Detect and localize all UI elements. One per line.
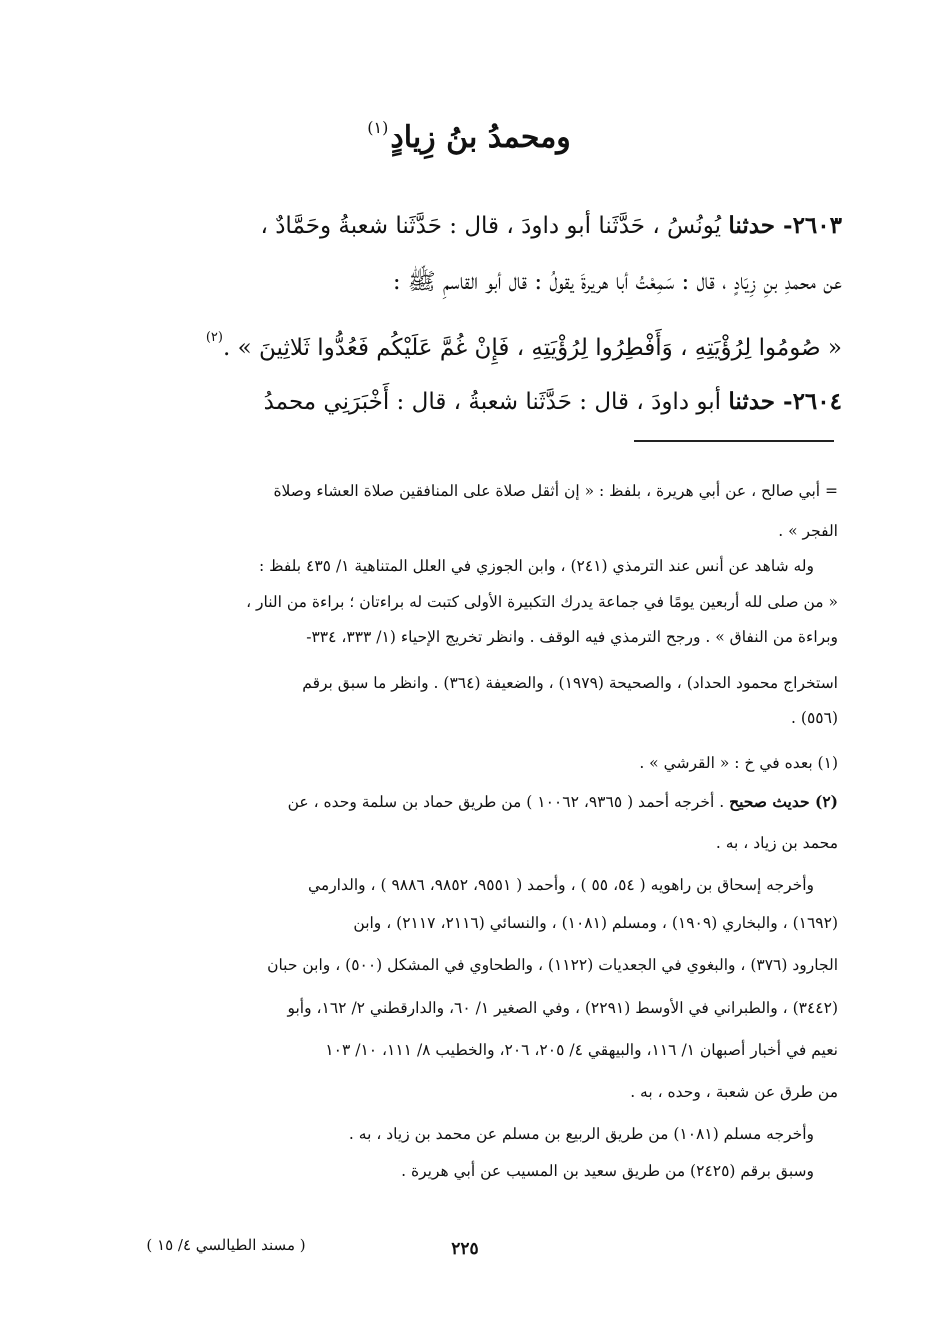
hadith-number: ٢٦٠٤- حدثنا: [728, 388, 842, 415]
footnote-2-line: محمد بن زياد ، به .: [715, 834, 838, 852]
footnote-line: وله شاهد عن أنس عند الترمذي (٢٤١) ، وابن الجوزي في العلل المتناهية ١/ ٤٣٥ بلفظ :: [258, 557, 814, 575]
chapter-title-text: ومحمدُ بنُ زِيادٍ: [390, 120, 571, 155]
footnote-line: استخراج محمود الحداد) ، والصحيحة (١٩٧٩) ، والضعيفة (٣٦٤) . وانظر ما سبق برقم: [302, 674, 838, 692]
footnote-2-line: وأخرجه إسحاق بن راهويه ( ٥٤، ٥٥ ) ، وأحمد ( ٩٥٥١، ٩٨٥٢، ٩٨٨٦ ) ، والدارمي: [307, 876, 814, 894]
footnote-2-line: نعيم في أخبار أصبهان ١/ ١١٦، والبيهقي ٤/ ٢٠٥، ٢٠٦، والخطيب ٨/ ١١١، ١٠/ ١٠٣: [325, 1041, 838, 1059]
footnote-line: = أبي صالح ، عن أبي هريرة ، بلفظ : « إن أثقل صلاة على المنافقين صلاة العشاء وصلاة: [273, 482, 838, 500]
footnote-line: الفجر » .: [778, 522, 838, 540]
footnote-2-line: الجارود (٣٧٦) ، والبغوي في الجعديات (١١٢٢) ، والطحاوي في المشكل (٥٠٠) ، وابن حبان: [267, 956, 838, 974]
footer-source: ( مسند الطيالسي ٤/ ١٥ ): [146, 1236, 306, 1254]
footnote-1: (١) بعده في خ : « القرشي » .: [639, 754, 838, 772]
footnote-2-line: (١٦٩٢) ، والبخاري (١٩٠٩) ، ومسلم (١٠٨١) ، والنسائي (٢١١٦، ٢١١٧) ، وابن: [353, 914, 838, 932]
title-footnote-ref: (١): [367, 118, 389, 137]
hadith-2603-line-3: « صُومُوا لِرُؤْيَتِهِ ، وَأَفْطِرُوا لِرُؤْيَتِهِ ، فَإِنْ غُمَّ عَلَيْكُم فَعُدُّوا ثَلاثِينَ » .$^{(٢)}$: [205, 330, 842, 361]
footnote-separator: [634, 440, 834, 442]
footnote-line: « من صلى لله أربعين يومًا في جماعة يدرك التكبيرة الأولى كتبت له براءتان ؛ براءة من النار ،: [246, 593, 838, 611]
footnote-2-line: (٣٤٤٢) ، والطبراني في الأوسط (٢٢٩١) ، وفي الصغير ١/ ٦٠، والدارقطني ٢/ ١٦٢، وأبو: [287, 999, 838, 1017]
footnote-2-line: وأخرجه مسلم (١٠٨١) من طريق الربيع بن مسلم عن محمد بن زياد ، به .: [348, 1125, 814, 1143]
hadith-2604-line-1: ٢٦٠٤- حدثنا أبو داودَ ، قال : حَدَّثَنا شعبةُ ، قال : أَخْبَرَنِي محمدُ: [263, 388, 842, 415]
footnote-2-line: من طرق عن شعبة ، وحده ، به .: [630, 1083, 838, 1101]
hadith-2603-line-2: عن محمدِ بنِ زِيَادٍ ، قال : سَمِعْتُ أبا هريرةَ يقولُ : قال أبو القاسمِ ﷺ :: [392, 269, 842, 295]
footnote-2-line: (٢) حديث صحيح . أخرجه أحمد ( ٩٣٦٥، ١٠٠٦٢ ) من طريق حماد بن سلمة وحده ، عن: [287, 792, 838, 811]
footnote-line: وبراءة من النفاق » . ورجح الترمذي فيه الوقف . وانظر تخريج الإحياء (١/ ٣٣٣، ٣٣٤-: [306, 628, 838, 646]
chapter-title: [0, 104, 938, 162]
hadith-number: ٢٦٠٣- حدثنا: [728, 212, 842, 239]
hadith-2603-line-1: ٢٦٠٣- حدثنا يُونُسُ ، حَدَّثَنا أبو داودَ ، قال : حَدَّثَنا شعبةُ وحَمَّادٌ ،: [260, 212, 842, 239]
footnote-2-line: وسبق برقم (٢٤٢٥) من طريق سعيد بن المسيب عن أبي هريرة .: [401, 1162, 814, 1180]
hadith-footnote-ref: (٢): [205, 330, 223, 345]
footnote-line: (٥٥٦) .: [791, 709, 838, 727]
grading-label: (٢) حديث صحيح: [729, 792, 838, 811]
page-number: ٢٢٥: [451, 1239, 479, 1259]
